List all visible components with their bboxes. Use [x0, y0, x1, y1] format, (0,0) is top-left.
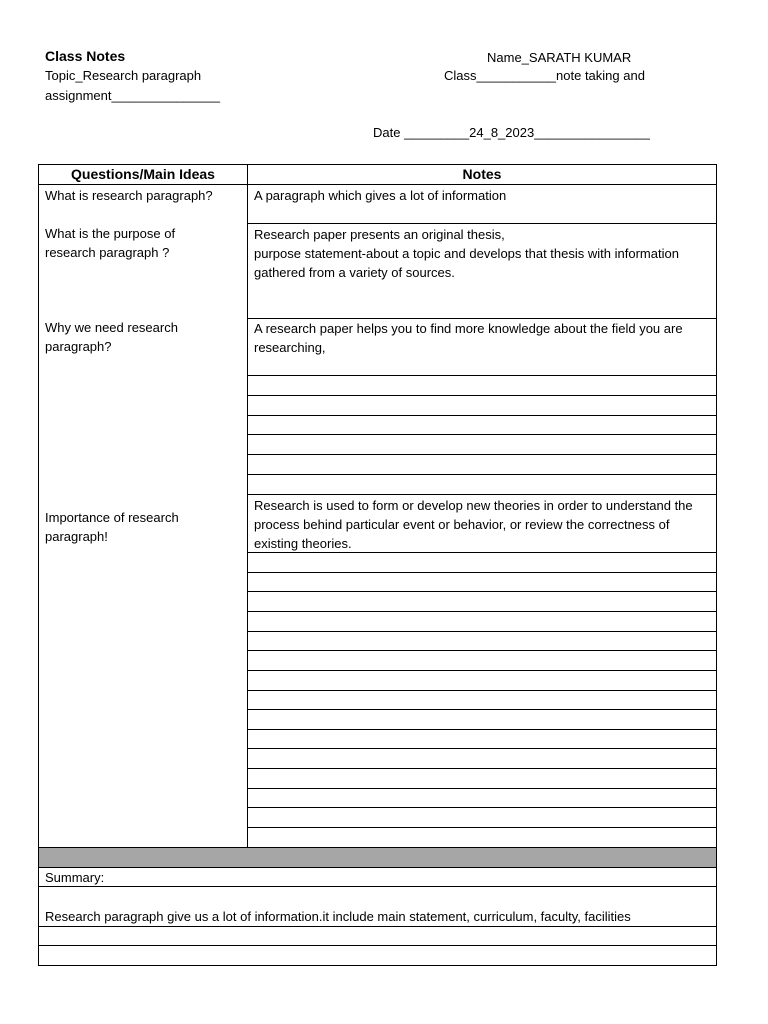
summary-line [38, 886, 717, 887]
note-text: Research paper presents an original thesis, [254, 227, 505, 242]
topic-line-continued: assignment_______________ [45, 88, 220, 103]
class-field: Class___________note taking and [444, 68, 645, 83]
question-text: What is the purpose of research paragraph ? [45, 226, 176, 260]
note-line [247, 827, 717, 828]
date-field: Date _________24_8_2023________________ [373, 125, 650, 140]
note-line [247, 729, 717, 730]
notes-column-header: Notes [462, 166, 502, 182]
note-line [247, 454, 717, 455]
student-name: Name_SARATH KUMAR [487, 50, 632, 65]
note-text: A paragraph which gives a lot of information [254, 188, 507, 203]
summary-line [38, 945, 717, 946]
summary-label: Summary: [45, 870, 105, 885]
note-line [247, 572, 717, 573]
note-text: purpose statement-about a topic and develops that thesis with information gathered from a variety of sources. [254, 246, 679, 280]
note-line [247, 395, 717, 396]
note-line [247, 709, 717, 710]
note-line [247, 650, 717, 651]
page-title: Class Notes [45, 48, 126, 64]
note-line [247, 591, 717, 592]
note-line [247, 474, 717, 475]
note-text: A research paper helps you to find more knowledge about the field you are researching, [254, 321, 683, 355]
column-divider [247, 164, 248, 848]
summary-line [38, 926, 717, 927]
note-line [247, 807, 717, 808]
note-line [247, 788, 717, 789]
questions-column-header: Questions/Main Ideas [71, 166, 215, 182]
question-text: Why we need research paragraph? [45, 320, 178, 354]
note-line [247, 670, 717, 671]
topic-line: Topic_Research paragraph [45, 68, 202, 83]
note-line [247, 375, 717, 376]
note-line [247, 415, 717, 416]
summary-divider-bar [38, 847, 717, 868]
summary-text: Research paragraph give us a lot of information.it include main statement, curriculum, faculty, facilities [45, 909, 631, 924]
header-row-divider [38, 184, 717, 185]
note-line [247, 768, 717, 769]
note-line [247, 611, 717, 612]
note-line [247, 631, 717, 632]
question-text: Importance of research paragraph! [45, 510, 179, 544]
note-text: Research is used to form or develop new theories in order to understand the process behind particular event or behavior, or review the correctness of existing theories. [254, 498, 693, 551]
note-line [247, 494, 717, 495]
note-line [247, 690, 717, 691]
note-line [247, 434, 717, 435]
question-text: What is research paragraph? [45, 188, 213, 203]
note-line [247, 223, 717, 224]
note-line [247, 748, 717, 749]
